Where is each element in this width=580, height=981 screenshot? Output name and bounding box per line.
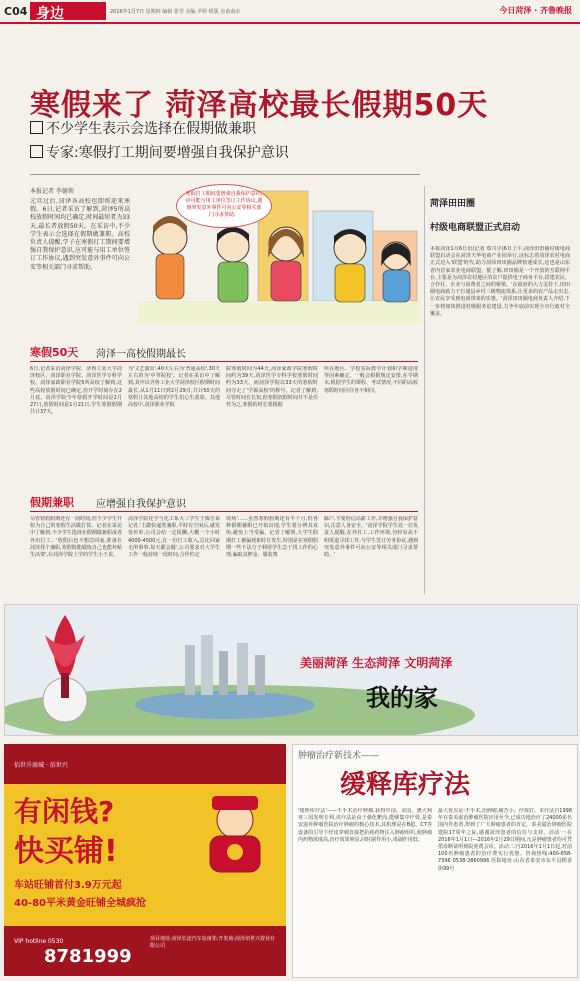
checkbox-icon: [30, 121, 43, 134]
mall-slogan-1: 有闲钱?: [14, 795, 115, 828]
section-1-col-2: 为'文艺演出',40天左右为'普通高校',30天左右的为'中等院校'。记者在采访中了解到,其中以齐鲁工业大学菏泽校区假期时间最长,从1月11日到2月29日,共计50天的寒假让其他高校的学生们心生羡慕。其他高校中,菏泽职业学院: [128, 366, 220, 409]
city-slogan: 美丽菏泽 生态菏泽 文明菏泽: [300, 656, 453, 670]
section-2-title: 应增强自我保护意识: [96, 499, 186, 510]
section-2-label: 假期兼职: [30, 496, 74, 509]
mall-address: 项目地址:菏泽长途汽车站南邻;开发商:菏泽佰世兴置业有限公司: [150, 936, 276, 949]
subhead-1-text: 不少学生表示会选择在假期做兼职: [46, 121, 256, 137]
section-2-rule: [30, 511, 418, 512]
section-1-col-3: 院寒假时间为44天,菏泽家政学院寒假时间约为39天,菏泽医学专科学校寒假时间约为33天。而菏泽学院以33天的寒假时间夺走了'学霸高校'的称号。记者了解到,尽管时间有长短,但寒假放假时间并不是任性为之,寒假的时长要根据: [226, 366, 318, 409]
page-number: C04: [4, 5, 28, 18]
checkbox-icon: [30, 145, 43, 158]
clinic-col-right: 最大优点是:不手术,治肿瘤,痛苦小、疗效好。本疗法自1998年在泰美滋治肿瘤医院应用至今,已成功地治疗了24000多名国内外患者,得到了广大肿瘤患者的肯定。泰美滋治肿瘤医院建院17周年之际,感谢菏泽患者的信任与支持。活动一:在2016年1月1日—2016年2月29日期间,凡是肿瘤患者均可凭借诊断证明到院免费会诊。活动二:自2016年1月1日起,对前100名肿瘤患者的治疗费实行优惠。咨询热线:400-658-7396 0538-2860996 医院地址:山东省泰安市东平县稻香街99号: [438, 808, 572, 872]
mall-phone: 8781999: [44, 946, 132, 967]
section-1-col-1: 6日,记者采访菏泽学院、济鲁工业大学菏泽校区、菏泽职业学院、菏泽医学专科学校、菏泽家政职业学院5所高校了解到,这些高校放假时间已确定,但开学时间存在2月底。菏泽学院今年寒假开学时间是2月27日,放假时间是1月21日,学生寒假假期共计37天。: [30, 366, 122, 416]
mall-offer-2: 40-80平米黄金旺铺全城疯抢: [14, 898, 146, 909]
subhead-2: [30, 142, 289, 162]
mall-hotline-label: VIP hotline 0530: [14, 938, 64, 945]
clinic-pretitle: 肿瘤治疗新技术——: [298, 751, 380, 761]
section-2-col-3: 现场'……虽然寒假假期还有半个月,但各种假期兼职已开始出现,学生要分辨其真伪,避免上当受骗。记者了解到,大学生假期打工被骗现象时有发生,特别是在寒假假期一些不法分子利用学生急于找工作的心理,骗取其押金、服装费: [226, 516, 318, 559]
speech-bubble: 寒假打工期间要增强自我保护意识,应可能与用工单位签订工作协议,遇到突发意外事件可向公安等相关部门寻求帮助。: [176, 184, 272, 228]
subhead-2-text: 专家:寒假打工期间要增强自我保护意识: [46, 145, 289, 161]
section-1-title: 菏泽一高校假期最长: [96, 349, 186, 360]
clinic-col-left: '缓释库疗法'——不手术治疗肿瘤,获得中国、美国、澳大利亚三国发明专利,该疗法是由于强化靶向,能够集中疗效,是泰安滋补肿瘤医院治疗肿瘤的核心技术,其机理是在B超、CT等设备的引导下经皮穿刺直接把抗癌药物注入肿瘤组织,使肿瘤内药物浓度高,治疗效果明显,同时副作用小,毒副作用低。: [298, 808, 432, 843]
column-divider: [424, 186, 425, 594]
mall-slogan-2: 快买铺!: [14, 834, 118, 869]
section-name: 身边: [36, 6, 64, 22]
date-line: 2016年1月7日 星期四 编辑 张莹 美编 尹婷 组版 皇甫南京: [110, 9, 241, 15]
fortune-god-icon: [190, 790, 280, 874]
section-1-label: 寒假50天: [30, 346, 79, 359]
section-1-rule: [30, 361, 418, 362]
section-2-col-4: 廊户,不要轻信高薪工作,并增强自我保护意识,注意人身安全。'菏泽学院学生处一位负责人提醒,在外打工,工作环境,勿轻易从不明渠道寻找工作,与学生签订劳务协议,遇到突发意外事件可向公安等相关部门寻求帮助。': [324, 516, 418, 559]
lead-paragraph: 元旦过后,菏泽各高校也即将迎来寒假。6日,记者采访了解到,菏泽5所高校放假时间均已确定,时间最短者为33天,最长者放假50天。在采访中,不少学生表示会选择在假期做兼职。高校负责人提醒,学子在寒假打工期间要增强自我保护意识,应可能与用工单位签订工作协议,遇到突发意外事件可向公安等相关部门寻求帮助。: [30, 198, 130, 271]
byline: 本报记者 李德领: [30, 188, 74, 195]
side-article-subtitle: 村级电商联盟正式启动: [430, 223, 521, 233]
subhead-1: [30, 118, 256, 138]
city-ad-banner: [4, 604, 578, 736]
divider: [30, 174, 420, 175]
section-2-col-1: 尽管寒假假期还有一段时间,但不少学生开始为自己的寒假生活做打算。记者在采访中了解到,不少学生选择在假期做兼职或者外出打工。'放假后也不想急回家,准备在菏泽找个兼职,寒假既能锻炼自己也能补贴生活费',在菏泽学院上学的学生小王说。: [30, 516, 122, 559]
side-article-body: 本报菏泽1月6日讯(记者 郑兴宇)6日上午,菏泽田田圈村级电商联盟启动会在菏泽天华电商产业园举行,这标志着菏泽农村电商正式迈入'联盟'时代,助力菏泽田田圈品牌快速成长,这也是山东省内首家农业电商联盟。据了解,田田圈是一个开放的互联网平台,主要是为菏泽农村地区的农户提供电子商务平台,搭建农民、合作社、企业与消费者之间的桥梁。'在政府的大力支持下,田田圈电商致力于打通县乡村三级物流体系,让更多的农产品走出去,让农民享受到电商带来的实惠。'菏泽田田圈电商负责人介绍,下一步将加快推进村级服务站建设,力争年底前实现全市行政村全覆盖。: [430, 246, 570, 317]
side-article-title: 菏泽田田圈: [430, 199, 476, 209]
clinic-headline: 缓释库疗法: [340, 770, 471, 800]
article-headline: 寒假来了 菏泽高校最长假期50天: [30, 88, 489, 123]
city-slogan-big: 我的家: [366, 684, 438, 712]
section-1-col-4: 所在地区、学校实际教学计划和学期进度等因素确定。一般会根据规定安排,在学期末,根据学生的课程、考试情况,不同的高校寒假时间往往各不相同。: [324, 366, 418, 394]
section-2-col-2: 菏泽学院化学与化工系大三学生王腾告诉记者,'主做快递类兼职,平时有空闲后,就发发传单,公司会给一定报酬,大概一个小时4000-4500元,有一份打工收入,总比回家无所事事,每天都会做',公司要求对大学生工作一般持续一段时间,合作约定: [128, 516, 220, 559]
mall-brand: 佰世升商城 · 佰世兴: [14, 762, 68, 769]
mall-offer-1: 车站旺铺首付3.9万元起: [14, 880, 122, 891]
city-skyline-illustration: [5, 605, 577, 735]
newspaper-brand: 今日菏泽 · 齐鲁晚报: [499, 6, 572, 15]
